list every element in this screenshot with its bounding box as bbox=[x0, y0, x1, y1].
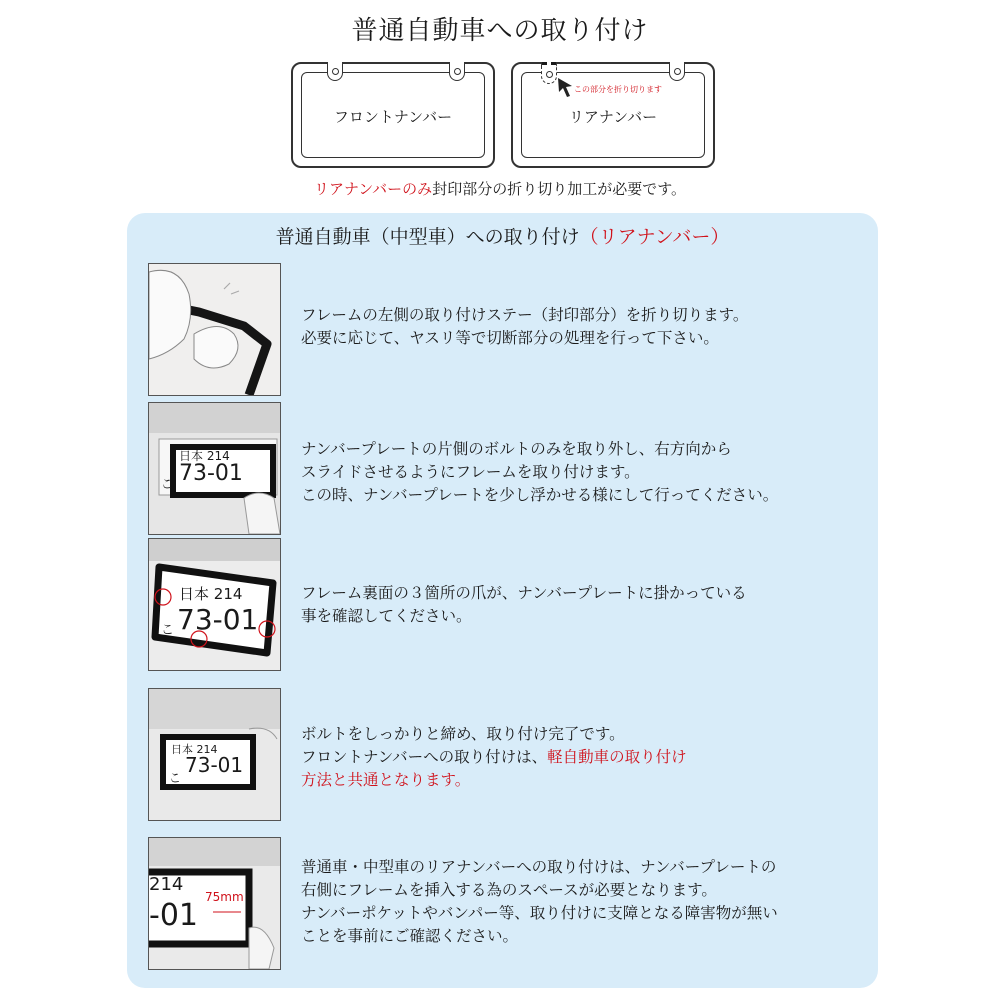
front-label: フロントナンバー bbox=[333, 108, 453, 126]
step3-photo bbox=[148, 538, 281, 671]
step2-text bbox=[301, 438, 871, 507]
step2-photo bbox=[148, 402, 281, 535]
step4-photo bbox=[148, 688, 281, 821]
rear-note bbox=[0, 178, 1000, 199]
mount-tab-left bbox=[327, 62, 343, 81]
step-line: ボルトをしっかりと締め、取り付け完了です。 bbox=[301, 725, 625, 743]
step4-highlight-cont: 方法と共通となります。 bbox=[301, 771, 471, 789]
step-line: 事を確認してください。 bbox=[301, 607, 472, 625]
step5-photo bbox=[148, 837, 281, 970]
mount-tab-right bbox=[449, 62, 465, 81]
front-frame-diagram bbox=[291, 62, 495, 168]
step-line: フレームの左側の取り付けステー（封印部分）を折り切ります。 bbox=[301, 306, 749, 324]
step-line: 右側にフレームを挿入する為のスペースが必要となります。 bbox=[301, 881, 717, 899]
plate-number: 73-01 bbox=[177, 603, 259, 636]
step-line: 必要に応じて、ヤスリ等で切断部分の処理を行って下さい。 bbox=[301, 329, 719, 347]
plate-region: 日本 214 bbox=[179, 585, 243, 603]
plate-region: 日本 214 bbox=[179, 449, 230, 463]
rear-callout: この部分を折り切ります bbox=[574, 85, 662, 94]
plate-number: 73-01 bbox=[185, 753, 244, 777]
step-line: ことを事前にご確認ください。 bbox=[301, 927, 519, 945]
plate-kana: こ bbox=[161, 623, 175, 638]
step-line: 普通車・中型車のリアナンバーへの取り付けは、ナンバープレートの bbox=[301, 858, 777, 876]
plate-kana: こ bbox=[161, 477, 174, 491]
panel-title bbox=[127, 222, 878, 249]
plate-region: 日本 214 bbox=[171, 743, 218, 756]
step-line: ナンバーポケットやバンパー等、取り付けに支障となる障害物が無い bbox=[301, 904, 778, 922]
step1-text bbox=[301, 304, 871, 350]
step-line: フロントナンバーへの取り付けは、軽自動車の取り付け bbox=[301, 748, 687, 766]
rear-label: リアナンバー bbox=[568, 108, 658, 126]
rear-note-highlight: リアナンバーのみ bbox=[313, 180, 433, 198]
step-line: フレーム裏面の３箇所の爪が、ナンバープレートに掛かっている bbox=[301, 584, 747, 602]
rear-note-text: 封印部分の折り切り加工が必要です。 bbox=[432, 180, 686, 198]
panel-title-text: 普通自動車（中型車）への取り付け bbox=[275, 226, 580, 248]
dimension-label: 75mm bbox=[205, 890, 244, 904]
page-title: 普通自動車への取り付け bbox=[351, 16, 649, 46]
step4-highlight: 軽自動車の取り付け bbox=[547, 748, 687, 766]
rear-frame-diagram bbox=[511, 62, 715, 168]
step-line: スライドさせるようにフレームを取り付けます。 bbox=[301, 463, 640, 481]
plate-class-no: 214 bbox=[149, 874, 184, 895]
panel-title-highlight: （リアナンバー） bbox=[579, 226, 730, 248]
seal-tab bbox=[541, 62, 557, 84]
plate-number: 73-01 bbox=[179, 461, 243, 486]
step1-photo bbox=[148, 263, 281, 396]
plate-number: -01 bbox=[149, 898, 198, 933]
step-line: この時、ナンバープレートを少し浮かせる様にして行ってください。 bbox=[301, 486, 779, 504]
step3-text bbox=[301, 582, 871, 628]
step5-text bbox=[301, 856, 871, 948]
mount-tab-right bbox=[669, 62, 685, 81]
plate-kana: こ bbox=[169, 771, 182, 785]
step-line: ナンバープレートの片側のボルトのみを取り外し、右方向から bbox=[301, 440, 732, 458]
step4-text bbox=[301, 723, 871, 792]
